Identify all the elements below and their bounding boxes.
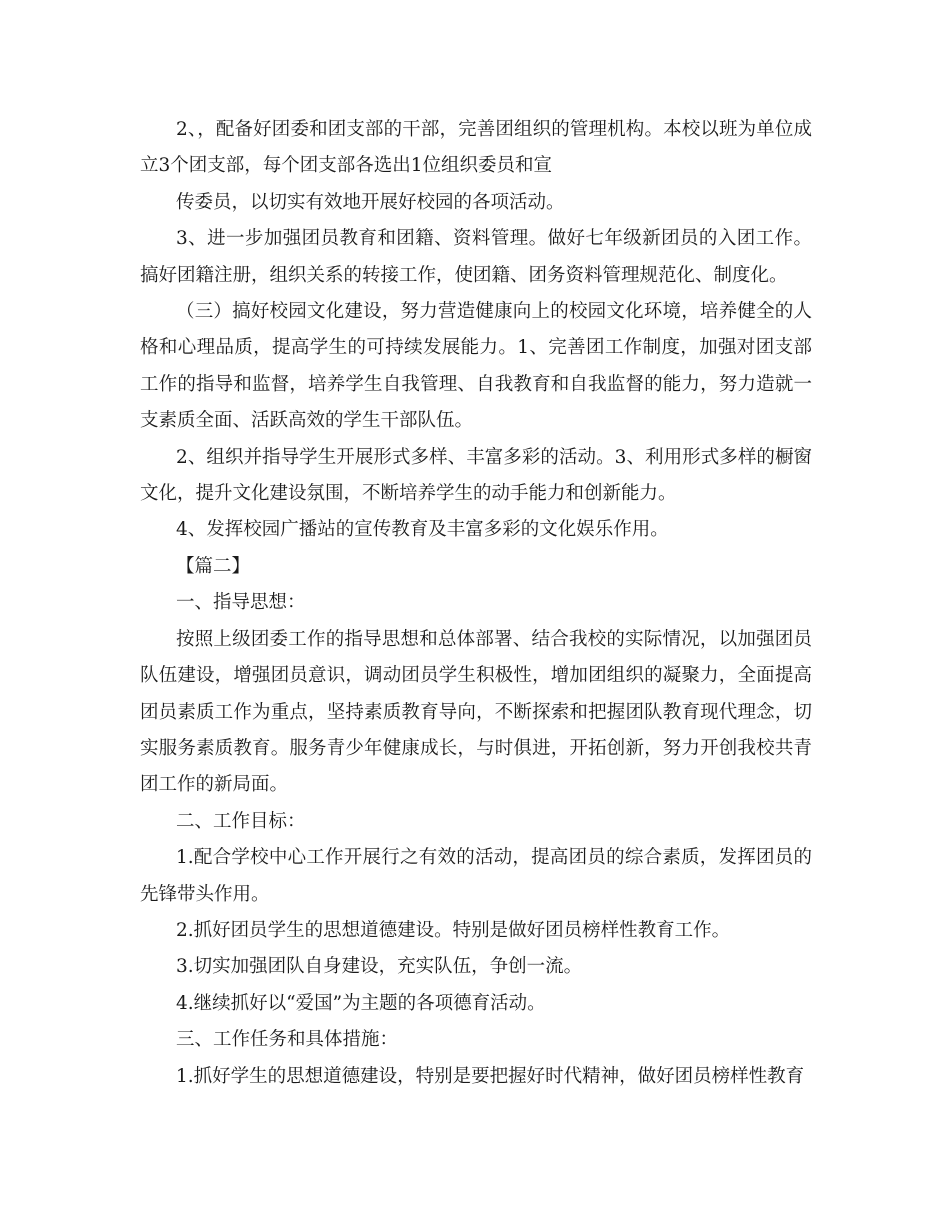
document-body [140, 112, 812, 1095]
goal-2: 2.抓好团员学生的思想道德建设。特别是做好团员榜样性教育工作。 [176, 919, 731, 941]
section-heading-part-two: 【篇二】 [176, 555, 251, 577]
heading-guiding-thought: 一、指导思想： [176, 592, 306, 614]
goal-1: 1.配合学校中心工作开展行之有效的活动，提高团员的综合素质，发挥团员的先锋带头作用。 [140, 847, 812, 905]
goal-4: 4.继续抓好以“爱国”为主题的各项德育活动。 [176, 992, 546, 1014]
paragraph-6: 4、发挥校园广播站的宣传教育及丰富多彩的文化娱乐作用。 [176, 519, 669, 541]
heading-work-goals: 二、工作目标： [176, 810, 306, 832]
goal-3: 3.切实加强团队自身建设，充实队伍，争创一流。 [176, 956, 583, 978]
paragraph-2: 传委员，以切实有效地开展好校园的各项活动。 [176, 191, 565, 213]
task-1: 1.抓好学生的思想道德建设，特别是要把握好时代精神，做好团员榜样性教育 [176, 1065, 805, 1087]
paragraph-1: 2、，配备好团委和团支部的干部，完善团组织的管理机构。本校以班为单位成立3个团支部，每个团支部各选出1位组织委员和宣 [140, 119, 812, 177]
heading-tasks-measures: 三、工作任务和具体措施： [176, 1029, 399, 1051]
paragraph-5: 2、组织并指导学生开展形式多样、丰富多彩的活动。3、利用形式多样的橱窗文化，提升文化建设氛围，不断培养学生的动手能力和创新能力。 [140, 446, 812, 505]
paragraph-4: （三）搞好校园文化建设，努力营造健康向上的校园文化环境，培养健全的人格和心理品质，提高学生的可持续发展能力。1、完善团工作制度，加强对团支部工作的指导和监督，培养学生自我管理、自我教育和自我监督的能力，努力造就一支素质全面、活跃高效的学生干部队伍。 [140, 301, 812, 432]
paragraph-3: 3、进一步加强团员教育和团籍、资料管理。做好七年级新团员的入团工作。搞好团籍注册，组织关系的转接工作，使团籍、团务资料管理规范化、制度化。 [140, 228, 812, 286]
paragraph-guiding-thought: 按照上级团委工作的指导思想和总体部署、结合我校的实际情况，以加强团员队伍建设，增强团员意识，调动团员学生积极性，增加团组织的凝聚力，全面提高团员素质工作为重点，坚持素质教育导向，不断探索和把握团队教育现代理念，切实服务素质教育。服务青少年健康成长，与时俱进，开拓创新，努力开创我校共青团工作的新局面。 [140, 628, 812, 796]
